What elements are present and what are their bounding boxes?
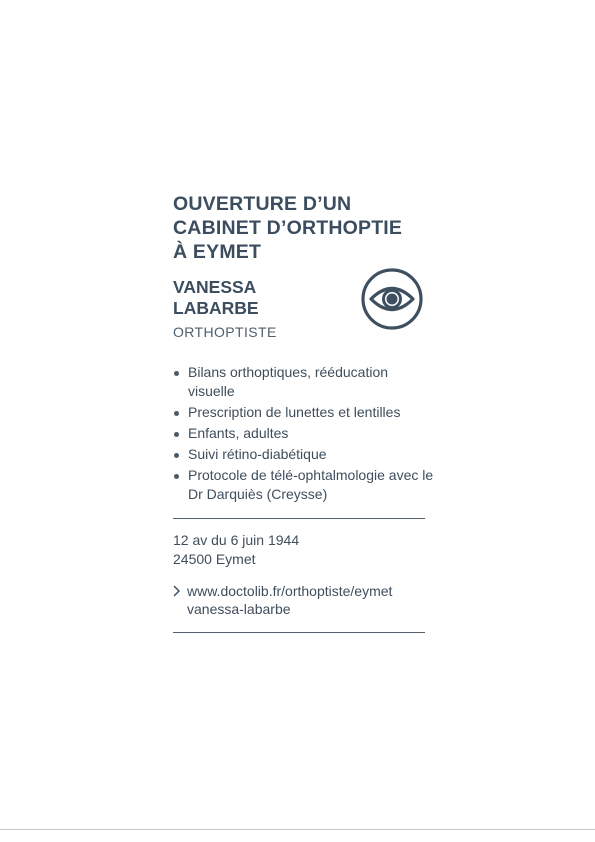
service-item: Prescription de lunettes et lentilles bbox=[173, 403, 435, 422]
name-line: VANESSA bbox=[173, 277, 257, 297]
link-url-line[interactable]: vanessa-labarbe bbox=[187, 601, 291, 617]
page-edge-line bbox=[0, 829, 595, 830]
link-url-line[interactable]: www.doctolib.fr/orthoptiste/eymet bbox=[187, 583, 393, 599]
booking-link[interactable] bbox=[173, 582, 435, 618]
address bbox=[173, 531, 435, 569]
practitioner-block bbox=[173, 277, 435, 349]
chevron-right-icon bbox=[173, 585, 181, 597]
eye-icon bbox=[360, 267, 424, 331]
headline-line: OUVERTURE D’UN bbox=[173, 193, 352, 215]
service-item: Protocole de télé-ophtalmologie avec le Dr Darquiès (Creysse) bbox=[173, 466, 435, 504]
service-item: Suivi rétino-diabétique bbox=[173, 445, 435, 464]
divider bbox=[173, 632, 425, 633]
practitioner-role: ORTHOPTISTE bbox=[173, 324, 277, 340]
headline-line: À EYMET bbox=[173, 241, 262, 263]
divider bbox=[173, 518, 425, 519]
services-list bbox=[173, 363, 435, 504]
name-line: LABARBE bbox=[173, 298, 259, 318]
address-street: 12 av du 6 juin 1944 bbox=[173, 532, 300, 548]
service-item: Enfants, adultes bbox=[173, 424, 435, 443]
headline bbox=[173, 192, 435, 264]
address-city: 24500 Eymet bbox=[173, 551, 256, 567]
opening-announcement bbox=[173, 192, 435, 633]
service-item: Bilans orthoptiques, rééducation visuelle bbox=[173, 363, 435, 401]
headline-line: CABINET D’ORTHOPTIE bbox=[173, 217, 403, 239]
